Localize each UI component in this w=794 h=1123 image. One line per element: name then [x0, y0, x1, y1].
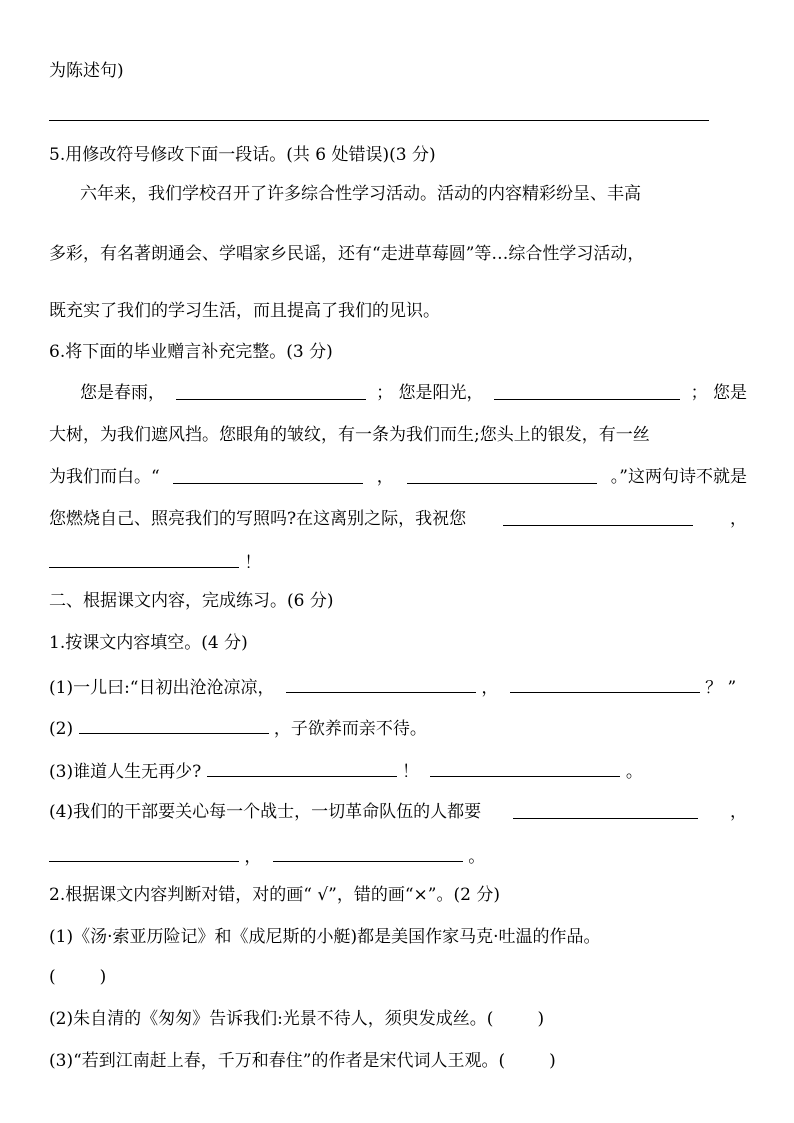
s2-q1-item-2 — [49, 716, 427, 740]
s2q1-i3-text-a: (3)谁道人生无再少? — [49, 762, 202, 782]
q6-title: 6.将下面的毕业赠言补充完整。(3 分) — [49, 342, 333, 362]
s2q1-i1-text-c: ？ ” — [705, 678, 737, 698]
q6-line-2: 大树，为我们遮风挡。您眼角的皱纹，有一条为我们而生;您头上的银发，有一丝 — [49, 425, 650, 445]
blank-field[interactable] — [513, 801, 698, 819]
q6-l3-text-b: ， — [376, 467, 394, 487]
blank-field[interactable] — [286, 675, 476, 693]
q6-l1-text-c: ； 您是 — [690, 383, 747, 403]
s2q1-i5-text-b: ， — [244, 847, 262, 867]
s2q1-i1-text-b: ， — [481, 678, 499, 698]
q6-l4-text-a: 您燃烧自己、照亮我们的写照吗?在这离别之际，我祝您 — [49, 509, 467, 529]
s2-q2-item-3 — [49, 1050, 556, 1072]
q6-l1-text-a: 您是春雨， — [80, 383, 165, 403]
q6-l1-text-b: ； 您是阳光， — [376, 383, 484, 403]
s2q1-i3-text-c: 。 — [625, 762, 643, 782]
s2-q1-item-3 — [49, 759, 643, 783]
blank-field[interactable] — [49, 844, 239, 862]
blank-field[interactable] — [503, 508, 693, 526]
s2-q2-item-2 — [49, 1008, 544, 1030]
s2q2-i2-text-a: (2)朱自清的《匆匆》告诉我们:光景不待人，须臾发成丝。( — [49, 1009, 494, 1029]
s2q2-i3-text-a: (3)“若到江南赶上春，千万和春住”的作者是宋代词人王观。( — [49, 1051, 506, 1071]
q6-line-3 — [49, 466, 747, 488]
s2q2-i3-text-b: ) — [549, 1051, 556, 1071]
blank-field[interactable] — [49, 550, 239, 568]
q6-l3-text-c: 。”这两句诗不就是 — [610, 467, 747, 487]
s2q1-i5-text-c: 。 — [468, 847, 486, 867]
q6-line-5 — [49, 550, 261, 574]
q6-l3-text-a: 为我们而白。“ — [49, 467, 160, 487]
blank-field[interactable] — [207, 759, 397, 777]
s2q2-i2-text-b: ) — [537, 1009, 545, 1029]
s2-q2-title: 2.根据课文内容判断对错，对的画“ √”，错的画“×”。(2 分) — [49, 885, 500, 905]
s2q1-i1-text-a: (1)一儿曰:“日初出沧沧凉凉， — [49, 678, 275, 698]
previous-question-tail: 为陈述句) — [49, 61, 124, 81]
blank-field[interactable] — [79, 716, 269, 734]
q5-paragraph-line-1: 六年来，我们学校召开了许多综合性学习活动。活动的内容精彩纷呈、丰高 — [80, 184, 641, 204]
close-paren: ) — [99, 967, 107, 987]
s2-q1-item-1 — [49, 675, 736, 699]
s2q1-i4-text-a: (4)我们的干部要关心每一个战士，一切革命队伍的人都要 — [49, 802, 482, 822]
section-2-title: 二、根据课文内容，完成练习。(6 分) — [49, 591, 334, 611]
open-paren: ( — [49, 967, 56, 987]
blank-field[interactable] — [173, 466, 363, 484]
s2-q2-item-1: (1)《汤·索亚历险记》和《成尼斯的小艇)都是美国作家马克·吐温的作品。 — [49, 927, 601, 947]
s2-q2-item-1-answer[interactable] — [49, 966, 106, 988]
s2q1-i3-text-b: ！ — [402, 762, 420, 782]
q6-line-4 — [49, 508, 747, 530]
s2-q1-item-5 — [49, 844, 485, 868]
s2-q1-item-4 — [49, 801, 747, 823]
q5-paragraph-line-2: 多彩，有名著朗通会、学唱家乡民谣，还有“走进草莓圆”等…综合性学习活动， — [49, 244, 645, 264]
q6-l5-text-a: ！ — [244, 553, 262, 573]
s2q1-i4-text-b: ， — [730, 802, 747, 822]
blank-field[interactable] — [273, 844, 463, 862]
s2q1-i2-text-a: (2) — [49, 719, 74, 739]
blank-field[interactable] — [494, 382, 680, 400]
q6-l4-text-b: ， — [730, 509, 747, 529]
blank-field[interactable] — [510, 675, 700, 693]
q5-title: 5.用修改符号修改下面一段话。(共 6 处错误)(3 分) — [49, 145, 436, 165]
answer-line — [49, 120, 709, 121]
s2-q1-title: 1.按课文内容填空。(4 分) — [49, 633, 248, 653]
blank-field[interactable] — [176, 382, 366, 400]
blank-field[interactable] — [430, 759, 620, 777]
blank-field[interactable] — [407, 466, 597, 484]
s2q1-i2-text-b: ，子欲养而亲不待。 — [273, 719, 427, 739]
q6-line-1 — [80, 382, 747, 404]
q5-paragraph-line-3: 既充实了我们的学习生活，而且提高了我们的见识。 — [49, 301, 440, 321]
